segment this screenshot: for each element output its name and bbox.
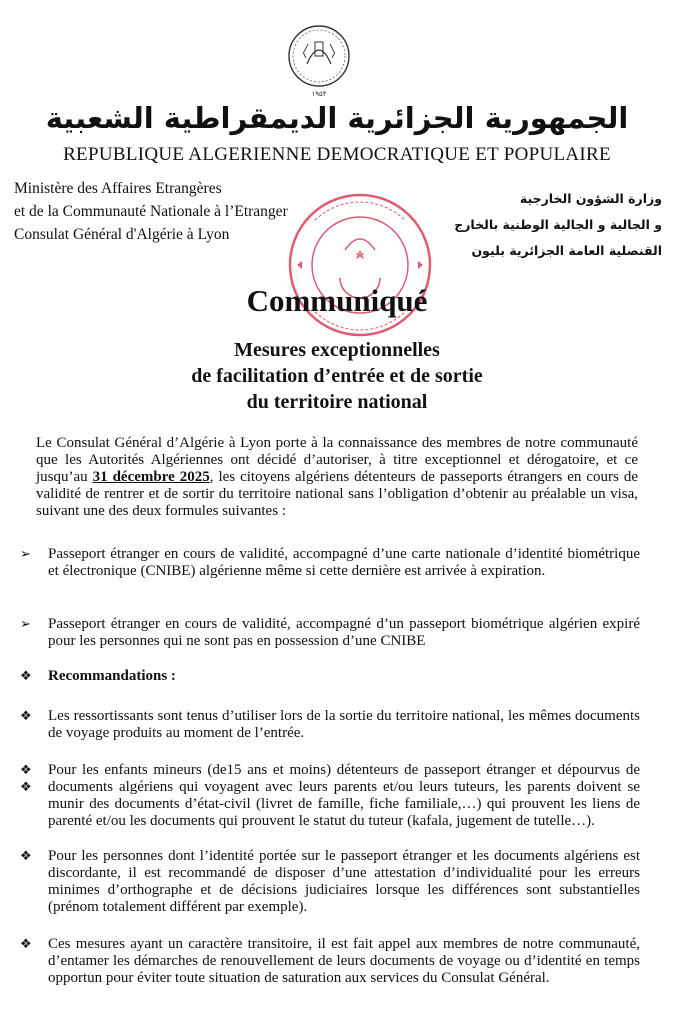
arrow-bullet-icon: ➢ <box>20 617 31 632</box>
recommendations-heading-text: Recommandations : <box>48 668 176 684</box>
ministry-line: Ministère des Affaires Etrangères <box>14 180 222 197</box>
recommendation-text: Pour les personnes dont l’identité portée sur le passeport étranger et les documents algériens est discordante, il est recommandé de disposer d’une attestation d’individualité pour les erreurs minimes d’orthographe et de décisions judiciaires lorsque les différences sont substantielles (prénom totalement différent par exemple). <box>48 848 640 915</box>
ministry-line: et de la Communauté Nationale à l’Etranger <box>14 203 288 220</box>
recommendation-text: Pour les enfants mineurs (de15 ans et moins) détenteurs de passeport étranger et dépourvus de documents algériens qui voyagent avec leurs parents et/ou leurs tuteurs, les parents doivent se munir des documents d’état-civil (livret de famille, fiche familiale,…) qui prouvent les liens de parenté et/ou les documents qui prouvent le statut du tuteur (kafala, jugement de tutelle…). <box>48 762 640 829</box>
ministry-line-ar: و الجالية و الجالية الوطنية بالخارج <box>454 217 662 232</box>
diamond-bullet-icon: ❖ <box>20 849 32 864</box>
subtitle-line: Mesures exceptionnelles <box>234 339 440 361</box>
subtitle-line: du territoire national <box>246 391 428 413</box>
recommendation-item <box>20 936 640 987</box>
recommendation-item <box>20 848 640 916</box>
intro-text: , les citoyens algériens détenteurs de passeports étrangers en cours de validité de rentrer et de sortir du territoire national sans l’obligation d’obtenir au préalable un visa, suivant une des deux formules suivantes : <box>36 469 638 519</box>
arrow-bullet-icon: ➢ <box>20 547 31 562</box>
consulate-line-ar: القنصلية العامة الجزائرية بليون <box>471 243 662 258</box>
intro-paragraph <box>36 435 638 520</box>
diamond-bullet-icon: ❖ ❖ <box>20 763 32 795</box>
intro-text: Le Consulat Général d’Algérie à Lyon porte à la connaissance des membres de notre communauté que les Autorités Algériennes ont décidé d’autoriser, à titre exceptionnel et dérogatoire, et ce jusqu’au <box>36 435 638 485</box>
ministry-line-ar: وزارة الشؤون الخارجية <box>519 191 662 206</box>
ministry-header-ar <box>454 186 662 264</box>
document-title: Communiqué <box>246 283 428 318</box>
french-republic-title: REPUBLIQUE ALGERIENNE DEMOCRATIQUE ET POPULAIRE <box>63 144 611 165</box>
recommendation-item <box>20 708 640 742</box>
recommendation-text: Les ressortissants sont tenus d’utiliser lors de la sortie du territoire national, les mêmes documents de voyage produits au moment de l’entrée. <box>48 708 640 741</box>
recommendation-text: Ces mesures ayant un caractère transitoire, il est fait appel aux membres de notre communauté, d’entamer les démarches de renouvellement de leurs documents de voyage ou d’identité en temps opportun pour éviter toute situation de saturation aux services du Consulat Général. <box>48 936 640 986</box>
formula-text: Passeport étranger en cours de validité, accompagné d’un passeport biométrique algérien expiré pour les personnes qui ne sont pas en possession d’une CNIBE <box>48 616 640 649</box>
svg-text:۱۹۵۴: ۱۹۵۴ <box>311 90 327 98</box>
diamond-bullet-icon: ❖ <box>20 669 32 684</box>
ministry-header-fr <box>14 177 288 246</box>
formula-item <box>20 616 640 650</box>
formula-text: Passeport étranger en cours de validité, accompagné d’une carte nationale d’identité biométrique et électronique (CNIBE) algérienne même si cette dernière est arrivée à expiration. <box>48 546 640 579</box>
consulate-line: Consulat Général d'Algérie à Lyon <box>14 226 230 243</box>
deadline-date: 31 décembre 2025 <box>92 469 210 485</box>
diamond-bullet-icon: ❖ <box>20 937 32 952</box>
document-subtitle <box>0 337 674 415</box>
arabic-republic-title: الجمهورية الجزائرية الديمقراطية الشعبية <box>45 101 629 135</box>
national-emblem-icon <box>286 12 352 100</box>
recommendations-heading <box>20 668 640 685</box>
recommendation-item <box>20 762 640 830</box>
diamond-bullet-icon: ❖ <box>20 709 32 724</box>
subtitle-line: de facilitation d’entrée et de sortie <box>191 365 483 387</box>
formula-item <box>20 546 640 580</box>
